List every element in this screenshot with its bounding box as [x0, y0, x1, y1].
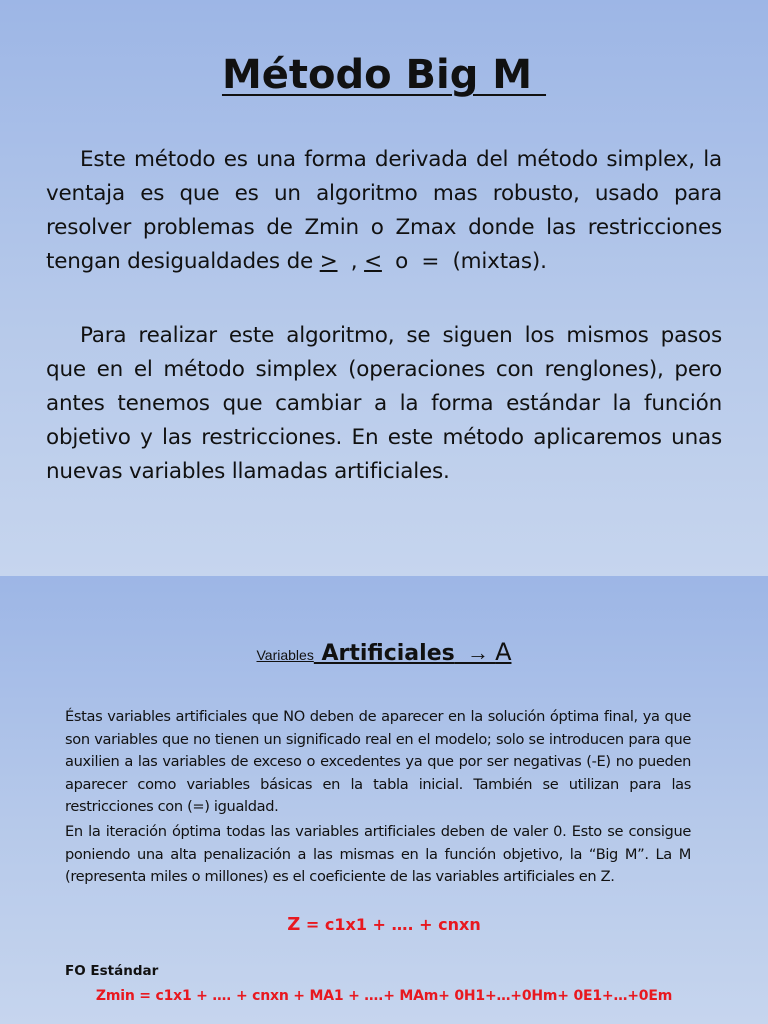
artificial-variables-heading [0, 638, 768, 666]
objective-function-formula [0, 914, 768, 935]
ge-symbol: > [319, 249, 338, 274]
le-symbol: < [364, 249, 382, 274]
formula-z: Z [287, 914, 301, 935]
fo-standard-formula: Zmin = c1x1 + …. + cnxn + MA1 + ….+ MAm+ 0H1+…+0Hm+ 0E1+…+0Em [95, 988, 673, 1004]
slide-title-text: Método Big M [221, 52, 547, 98]
big-m-description: En la iteración óptima todas las variables artificiales deben de valer 0. Esto se consigue poniendo una alta penalización a las mismas en la función objetivo, la “Big M”. La M (representa miles o millones) es el coeficiente de las variables artificiales en Z. [65, 823, 691, 885]
heading-big-text: Artificiales [313, 641, 455, 666]
intro-text-end: o = (mixtas). [381, 249, 547, 274]
artificial-variables-description: Éstas variables artificiales que NO deben de aparecer en la solución óptima final, ya que son variables que no tienen un significado real en el modelo; solo se introducen para que auxilien a las variables de exceso o excedentes ya que por ser negativas (-E) no pueden aparecer como variables básicas en la tabla inicial. También se utilizan para las restricciones con (=) igualdad. [65, 708, 691, 815]
slide-title [0, 52, 768, 98]
formula-rest: = c1x1 + …. + cnxn [300, 915, 481, 934]
intro-paragraph [46, 143, 722, 279]
right-arrow-icon: → [454, 640, 496, 665]
procedure-paragraph: Para realizar este algoritmo, se siguen los mismos pasos que en el método simplex (operaciones con renglones), pero antes tenemos que cambiar a la forma estándar la función objetivo y las restricciones. En este método aplicaremos unas nuevas variables llamadas artificiales. [46, 323, 722, 484]
heading-letter: A [495, 638, 512, 666]
intro-text: Este método es una forma derivada del método simplex, la ventaja es que es un algoritmo mas robusto, usado para resolver problemas de Zmin o Zmax donde las restricciones tengan desigualdades de [46, 147, 722, 274]
heading-small-text: Variables [256, 647, 314, 663]
symbol-separator: , [337, 249, 365, 274]
fo-standard-label: FO Estándar [65, 963, 159, 979]
